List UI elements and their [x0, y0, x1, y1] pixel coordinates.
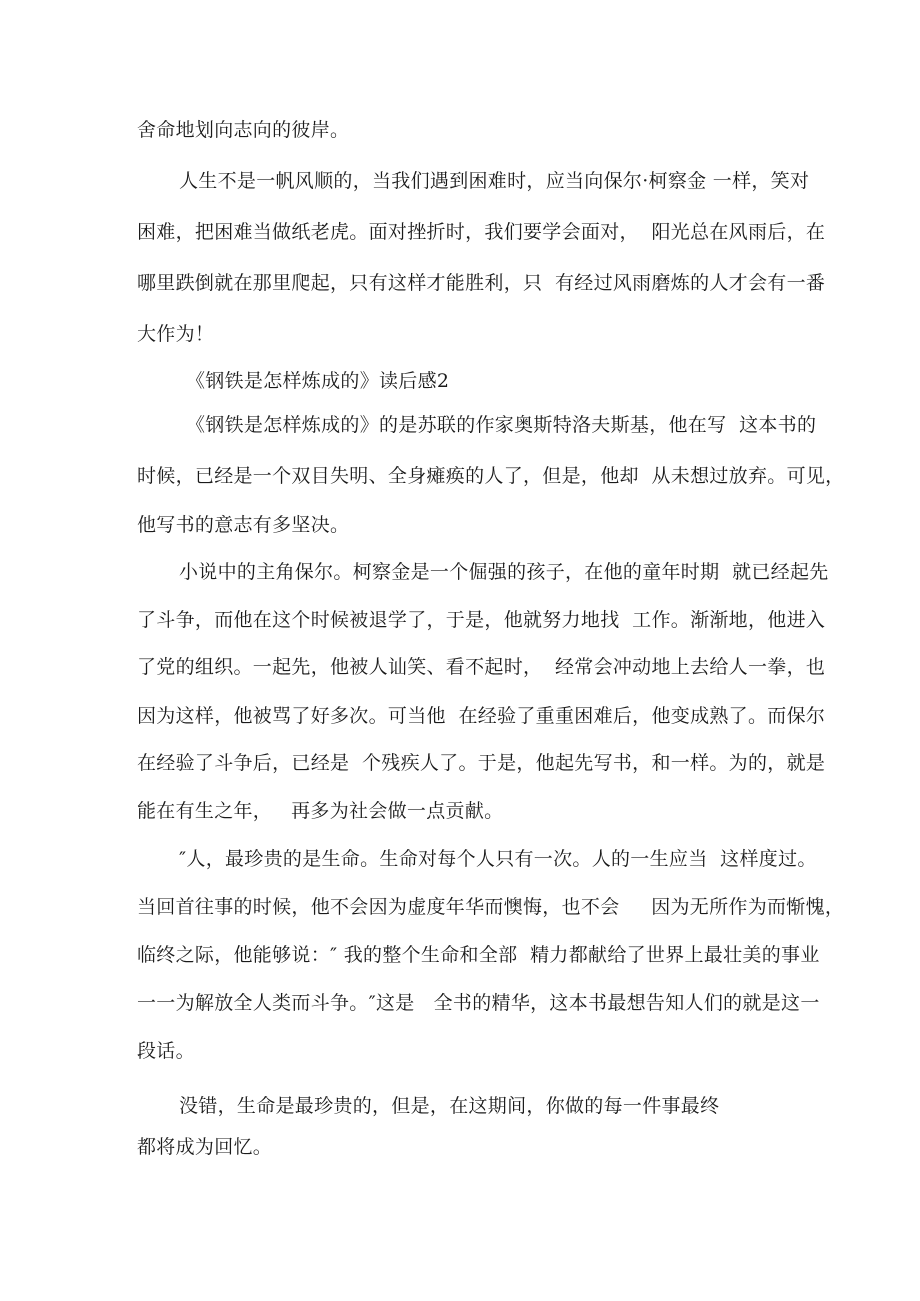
text-line: 他写书的意志有多坚决。	[137, 514, 350, 536]
text-line: 没错，生命是最珍贵的，但是，在这期间，你做的每一件事最终	[179, 1095, 720, 1117]
text-line: 小说中的主角保尔。柯察金是一个倔强的孩子，在他的童年时期 就已经起先	[179, 561, 829, 583]
text-line: 舍命地划向志向的彼岸。	[137, 119, 350, 141]
text-line: 《钢铁是怎样炼成的》的是苏联的作家奥斯特洛夫斯基，他在写 这本书的	[186, 414, 817, 436]
text-line: 哪里跌倒就在那里爬起，只有这样才能胜利，只 有经过风雨磨炼的人才会有一番	[137, 272, 826, 294]
text-line: 都将成为回忆。	[137, 1136, 273, 1158]
text-line: 时候，已经是一个双目失明、全身瘫痪的人了，但是，他却 从未想过放弃。可见，	[137, 465, 845, 487]
section-heading: 《钢铁是怎样炼成的》读后感2	[186, 370, 450, 392]
text-line: 在经验了斗争后，已经是 个残疾人了。于是，他起先写书，和一样。为的，就是	[137, 752, 826, 774]
text-line: 一一为解放全人类而斗争。″这是 全书的精华，这本书最想告知人们的就是这一	[137, 992, 820, 1014]
text-line: 困难，把困难当做纸老虎。面对挫折时，我们要学会面对， 阳光总在风雨后，在	[137, 221, 826, 243]
text-line: 因为这样，他被骂了好多次。可当他 在经验了重重困难后，他变成熟了。而保尔	[137, 705, 826, 727]
text-line: 段话。	[137, 1040, 195, 1062]
text-line: 大作为！	[137, 323, 215, 345]
text-line: 能在有生之年， 再多为社会做一点贡献。	[137, 800, 504, 822]
text-line: 了党的组织。一起先，他被人讪笑、看不起时， 经常会冲动地上去给人一拳，也	[137, 656, 826, 678]
text-line: 人生不是一帆风顺的，当我们遇到困难时，应当向保尔·柯察金 一样，笑对	[179, 170, 810, 192]
text-line: 了斗争，而他在这个时候被退学了，于是，他就努力地找 工作。渐渐地，他进入	[137, 609, 826, 631]
text-line: ″人，最珍贵的是生命。生命对每个人只有一次。人的一生应当 这样度过。	[179, 848, 817, 870]
text-line: 当回首往事的时候，他不会因为虚度年华而懊悔，也不会 因为无所作为而惭愧，	[137, 896, 845, 918]
text-line: 临终之际，他能够说：″ 我的整个生命和全部 精力都献给了世界上最壮美的事业	[137, 944, 820, 966]
